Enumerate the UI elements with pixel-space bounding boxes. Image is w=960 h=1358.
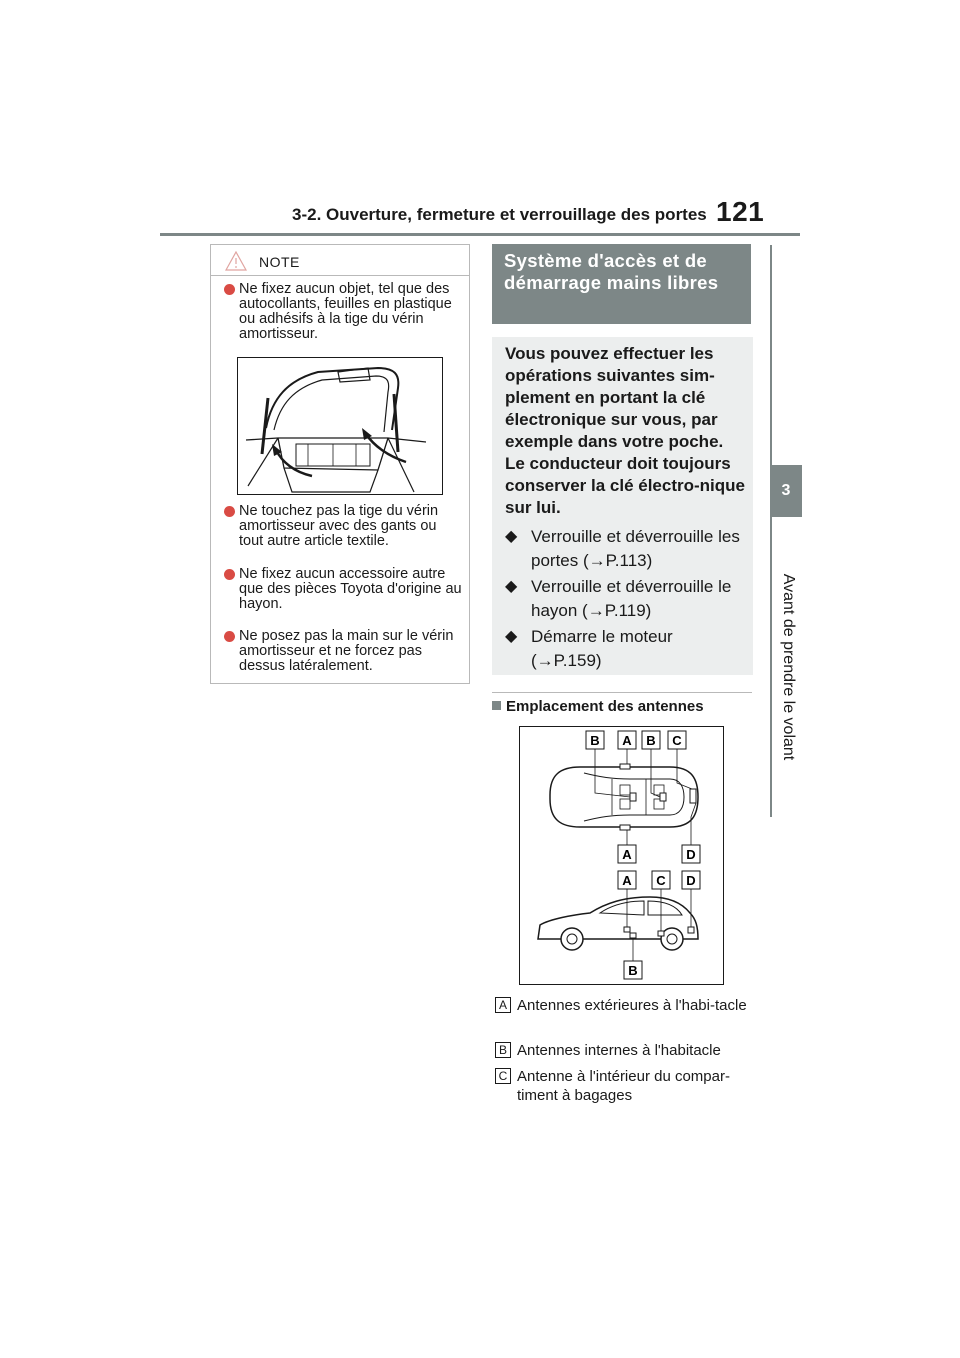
note-item: Ne posez pas la main sur le vérin amortisseur et ne forcez pas dessus latéralement.	[224, 629, 464, 674]
antenna-label: A	[622, 733, 632, 748]
chapter-tab	[770, 517, 804, 817]
diamond-bullet-icon: ◆	[505, 578, 518, 595]
subsection-rule	[492, 692, 752, 693]
antenna-location-figure	[519, 726, 724, 985]
subsection-heading: Emplacement des antennes	[492, 698, 704, 715]
legend-item: C Antenne à l'intérieur du compar-timent à bagages	[495, 1067, 755, 1105]
section-title: 3-2. Ouverture, fermeture et verrouillage des portes	[292, 205, 707, 224]
legend-key: A	[495, 997, 511, 1013]
antenna-label: D	[686, 847, 696, 862]
antenna-label: B	[628, 963, 638, 978]
bullet-dot-icon	[224, 506, 235, 517]
bullet-dot-icon	[224, 284, 235, 295]
warning-icon	[225, 251, 247, 271]
feature-item: ◆ Démarre le moteur (→P.159)	[505, 627, 673, 670]
bullet-dot-icon	[224, 569, 235, 580]
antenna-label: A	[622, 847, 632, 862]
legend-item: B Antennes internes à l'habitacle	[495, 1041, 755, 1060]
feature-item: ◆ Verrouille et déverrouille le hayon (→P.119)	[505, 577, 732, 620]
diamond-bullet-icon: ◆	[505, 528, 518, 545]
note-item: Ne fixez aucun accessoire autre que des pièces Toyota d'origine au hayon.	[224, 567, 464, 612]
square-bullet-icon	[492, 701, 501, 710]
intro-text: Vous pouvez effectuer les opérations suivantes sim-plement en portant la clé électronique sur vous, par exemple dans votre poche. Le conducteur doit toujours conserver la clé électro-nique sur lui.	[505, 344, 745, 517]
antenna-label: C	[656, 873, 666, 888]
section-heading: Système d'accès et de démarrage mains libres	[504, 250, 719, 293]
chapter-number: 3	[770, 465, 802, 517]
note-item: Ne touchez pas la tige du vérin amortisseur avec des gants ou tout autre article textile.	[224, 504, 464, 549]
antenna-label: B	[590, 733, 600, 748]
note-title: NOTE	[259, 254, 300, 270]
side-tab-top	[770, 245, 802, 465]
tailgate-illustration	[237, 357, 443, 495]
note-box	[210, 244, 470, 684]
diamond-bullet-icon: ◆	[505, 628, 518, 645]
section-heading-box	[492, 244, 751, 324]
antenna-label: C	[672, 733, 682, 748]
legend-item: A Antennes extérieures à l'habi-tacle	[495, 996, 755, 1015]
feature-item: ◆ Verrouille et déverrouille les portes (→P.113)	[505, 527, 740, 570]
header-rule	[160, 233, 800, 236]
chapter-label: Avant de prendre le volant	[780, 573, 797, 761]
page-number: 121	[716, 196, 765, 227]
legend-key: C	[495, 1068, 511, 1084]
legend-key: B	[495, 1042, 511, 1058]
bullet-dot-icon	[224, 631, 235, 642]
intro-box	[492, 337, 753, 675]
antenna-label: B	[646, 733, 656, 748]
note-header	[211, 245, 469, 276]
antenna-label: A	[622, 873, 632, 888]
antenna-label: D	[686, 873, 696, 888]
note-item: Ne fixez aucun objet, tel que des autocollants, feuilles en plastique ou adhésifs à la tige du vérin amortisseur.	[224, 282, 464, 342]
